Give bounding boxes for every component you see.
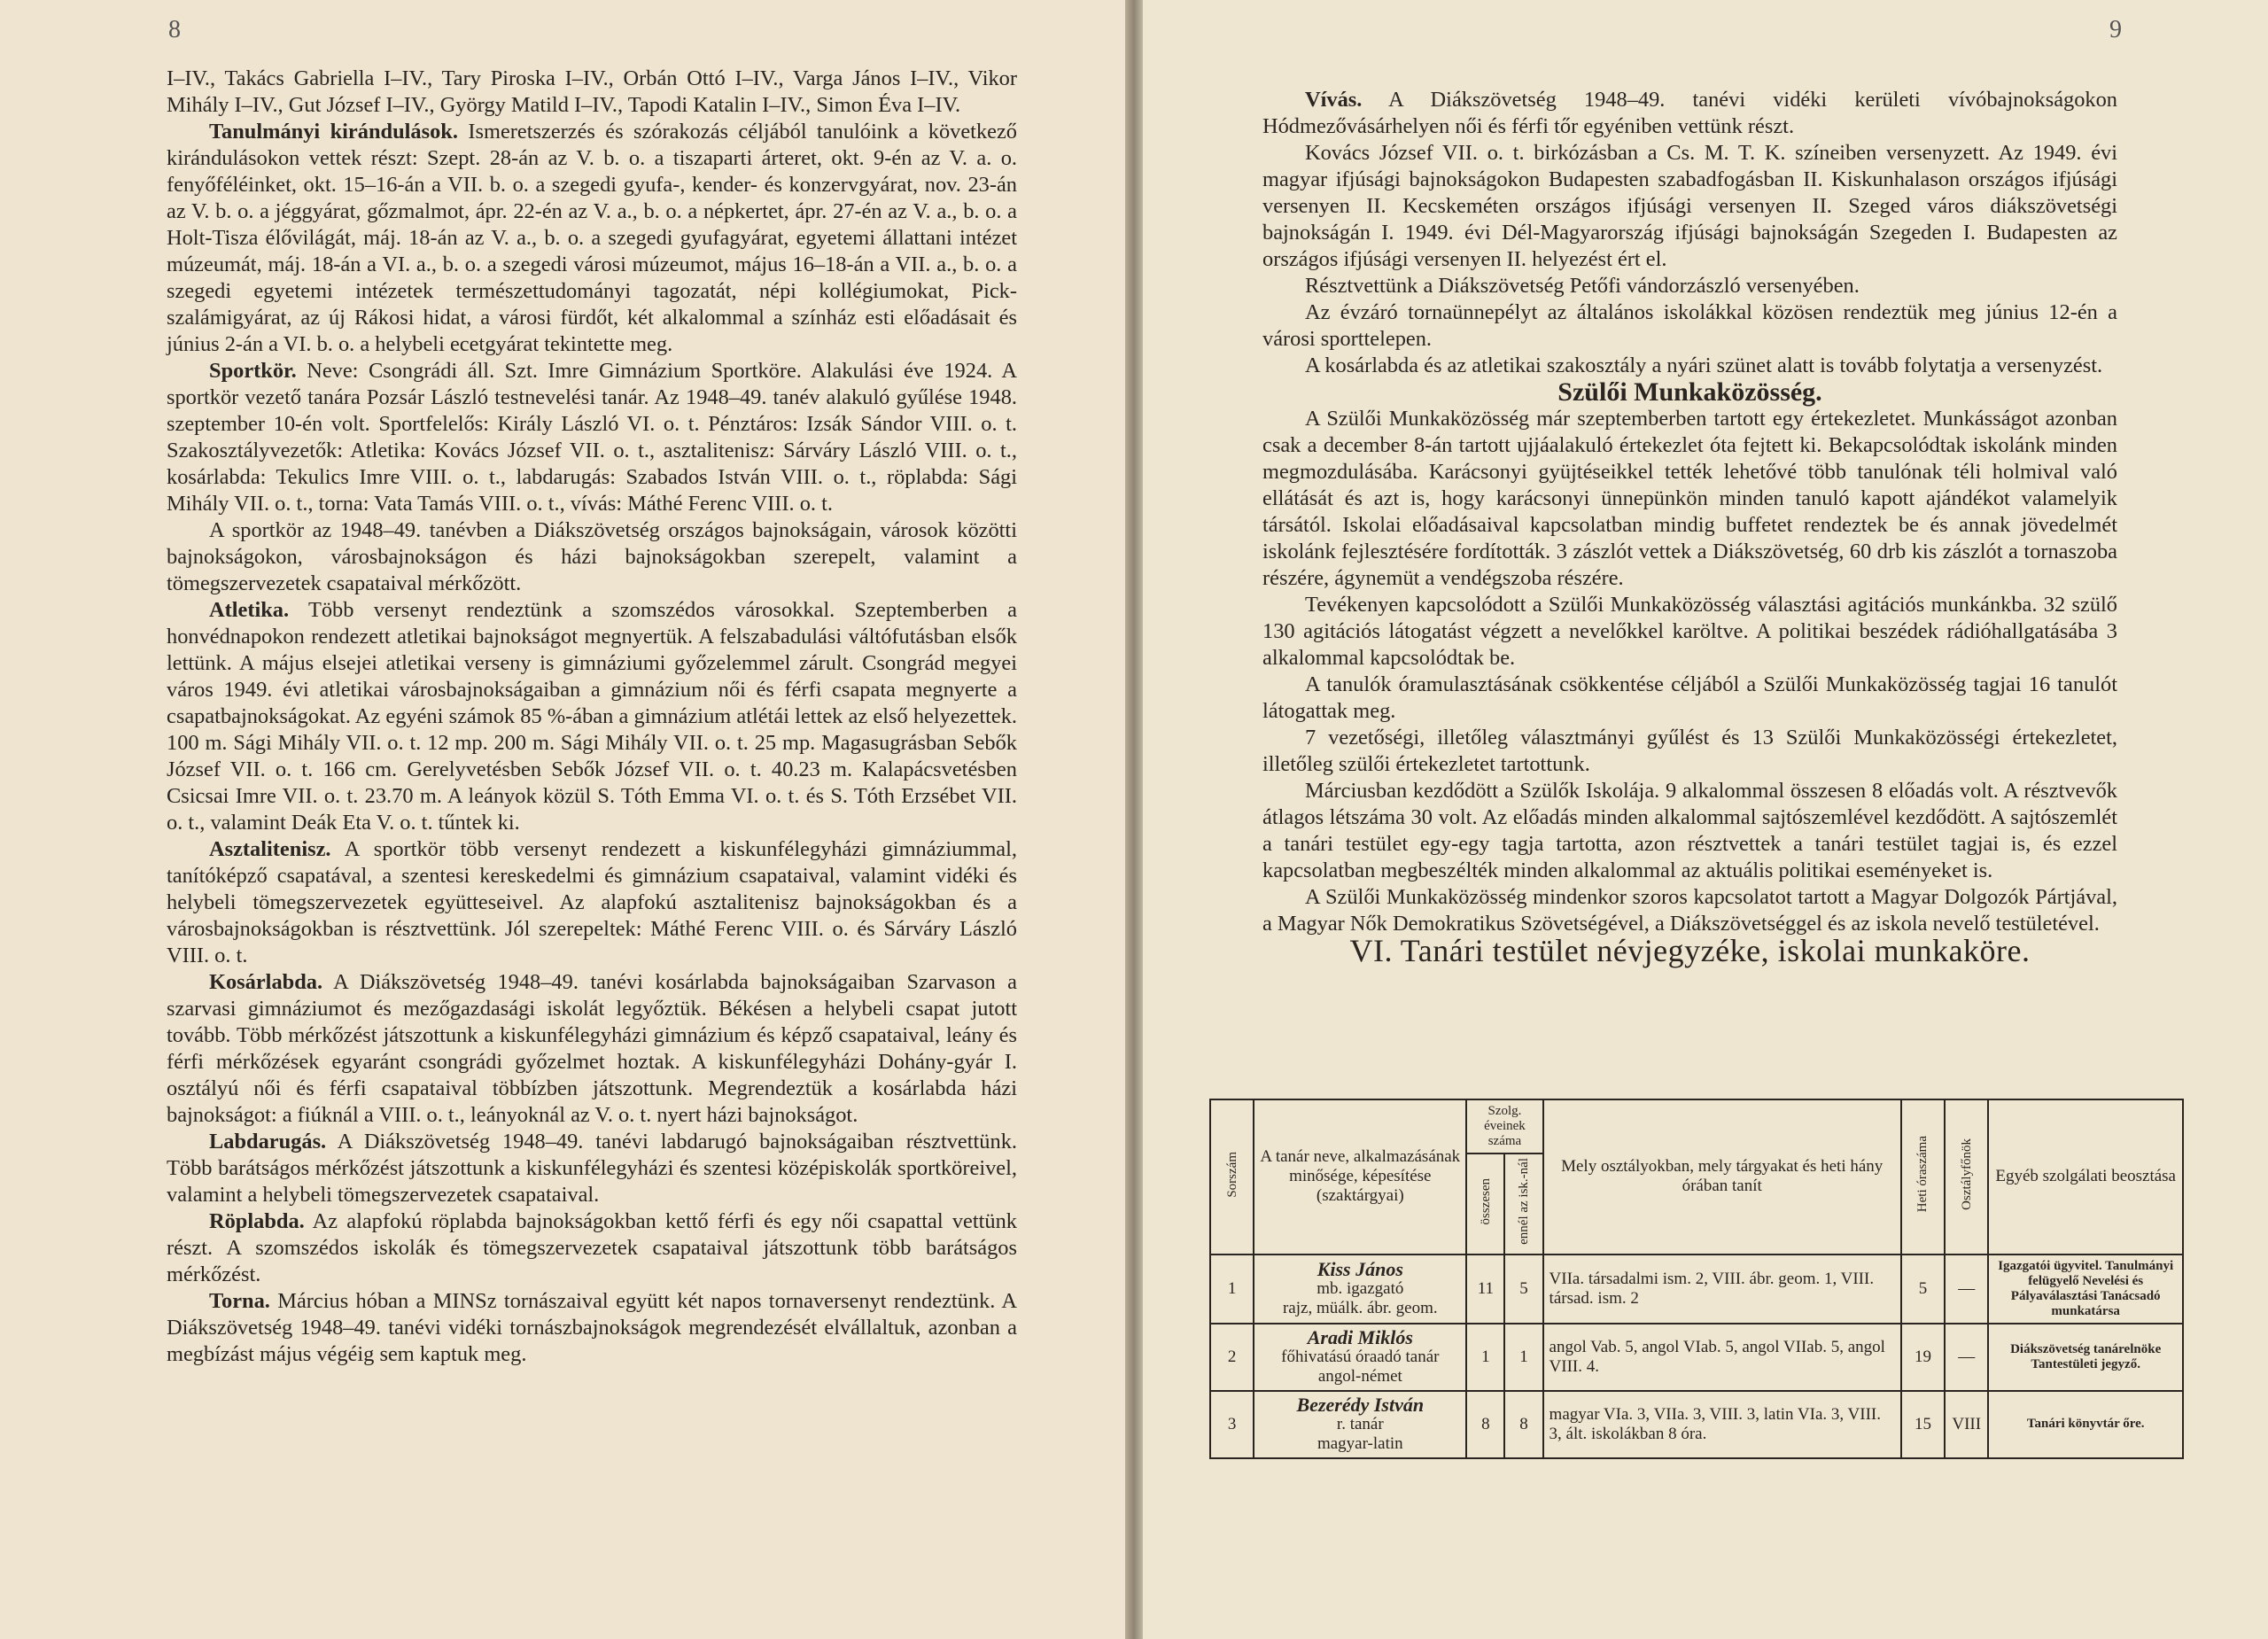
paragraph-text: Márciusban kezdődött a Szülők Iskolája. 9 alkalommal összesen 8 előadás volt. A résztvevők átlagos létszáma 30 volt. Az előadás minden alkalommal sajtószemlével kezdődött. A sajtószemlét a tanári testület egy-egy tagja tartotta, azon résztvettek a tanári testület tagjai is, és ezzel kapcsolatban megbeszélték minden alkalommal az aktuális politikai eseményeket is. — [1262, 779, 2117, 882]
cell-homeroom: VIII — [1945, 1391, 1988, 1458]
header-classes: Mely osztályokban, mely tárgyakat és heti hány órában tanít — [1543, 1099, 1901, 1254]
paragraph — [167, 358, 1017, 517]
cell-teacher — [1254, 1254, 1466, 1324]
cell-other-duties: Diákszövetség tanárelnöke Tantestületi jegyző. — [1988, 1324, 2183, 1391]
right-page-body — [1262, 87, 2117, 968]
staff-table — [1209, 1099, 2184, 1459]
paragraph — [1262, 592, 2117, 672]
teacher-role: r. tanár — [1336, 1414, 1384, 1433]
teacher-role: mb. igazgató — [1317, 1278, 1404, 1298]
paragraph-heading: Kosárlabda. — [209, 970, 323, 994]
table-row — [1210, 1324, 2183, 1391]
paragraph-text: A tanulók óramulasztásának csökkentése céljából a Szülői Munkaközösség tagjai 16 tanulót látogattak meg. — [1262, 672, 2117, 723]
cell-classes: VIIa. társadalmi ism. 2, VIII. ábr. geom. 1, VIII. társad. ism. 2 — [1543, 1254, 1901, 1324]
paragraph-heading: Torna. — [209, 1289, 270, 1313]
header-homeroom: Osztályfőnök — [1959, 1138, 1974, 1210]
paragraph — [1262, 273, 2117, 299]
paragraph-text: Kovács József VII. o. t. birkózásban a Cs. M. T. K. színeiben versenyzett. Az 1949. évi magyar ifjúsági bajnokságokon Budapesten szabadfogásban II. Kiskunhalason országos ifjúsági versenyen II. Kecskeméten országos ifjúsági versenyen II. Szeged város diákszövetségi bajnokságán I. 1949. évi Dél-Magyarország ifjúsági bajnokságán Szegeden I. Budapesten az országos ifjúsági versenyen II. helyezést ért el. — [1262, 141, 2117, 271]
paragraph-text: A sportkör az 1948–49. tanévben a Diákszövetség országos bajnokságain, városok közötti bajnokságokon, városbajnokságon és házi bajnokságokban szerepelt, valamint a tömegszervezetek csapataival mérkőzött. — [167, 518, 1017, 595]
cell-weekly-hours: 15 — [1901, 1391, 1945, 1458]
paragraph — [1262, 725, 2117, 778]
paragraph-text: A Diákszövetség 1948–49. tanévi labdarugó bajnokságaiban résztvettünk. Több barátságos mérkőzést játszottunk a kiskunfélegyházi és szentesi középiskolák sportköreivel, valamint a helybeli tömegszervezetek csapataival. — [167, 1130, 1017, 1207]
header-years-here: ennél az isk.-nál — [1517, 1158, 1531, 1245]
header-weekly-hours: Heti óraszáma — [1915, 1136, 1930, 1213]
table-header-row — [1210, 1099, 2183, 1154]
cell-other-duties: Igazgatói ügyvitel. Tanulmányi felügyelő Nevelési és Pályaválasztási Tanácsadó munkatársa — [1988, 1254, 2183, 1324]
paragraph-text: I–IV., Takács Gabriella I–IV., Tary Piroska I–IV., Orbán Ottó I–IV., Varga János I–IV., Vikor Mihály I–IV., Gut József I–IV., György Matild I–IV., Tapodi Katalin I–IV., Simon Éva I–IV. — [167, 66, 1017, 117]
teacher-name: Kiss János — [1317, 1257, 1403, 1280]
paragraph-heading: Röplabda. — [209, 1209, 305, 1233]
paragraph-text: Az évzáró tornaünnepélyt az általános iskolákkal közösen rendeztük meg június 12-én a városi sporttelepen. — [1262, 300, 2117, 351]
paragraph — [1262, 406, 2117, 592]
paragraph — [1262, 672, 2117, 725]
header-years-total: összesen — [1478, 1177, 1493, 1225]
cell-weekly-hours: 19 — [1901, 1324, 1945, 1391]
cell-classes: magyar VIa. 3, VIIa. 3, VIII. 3, latin VIa. 3, VIII. 3, ált. iskolákban 8 óra. — [1543, 1391, 1901, 1458]
paragraph — [167, 1208, 1017, 1288]
paragraph-heading: Vívás. — [1305, 88, 1363, 112]
cell-number: 1 — [1210, 1254, 1254, 1324]
paragraph — [167, 1288, 1017, 1368]
paragraph-text: Több versenyt rendeztünk a szomszédos városokkal. Szeptemberben a honvédnapokon rendezett atletikai bajnokságot megnyertük. A felszabadulási váltófutásban elsők lettünk. A május elsejei atletikai verseny is gimnáziumi győzelemmel zárult. Csongrád megyei város 1949. évi atletikai városbajnokságaiban a gimnázium női és férfi csapata megnyerte a csapatbajnokságokat. Az egyéni számok 85 %-ában a gimnázium atlétái lettek az első helyezettek. 100 m. Sági Mihály VII. o. t. 12 mp. 200 m. Sági Mihály VII. o. t. 25 mp. Magasugrásban Sebők József VII. o. t. 166 cm. Gerelyvetésben Sebők József VII. o. t. 40.23 m. Kalapácsvetésben Csicsai Imre VII. o. t. 23.70 m. A leányok közül S. Tóth Emma VI. o. t. és S. Tóth Erzsébet VII. o. t., valamint Deák Eta V. o. t. tűntek ki. — [167, 598, 1017, 835]
cell-classes: angol Vab. 5, angol VIab. 5, angol VIIab. 5, angol VIII. 4. — [1543, 1324, 1901, 1391]
paragraph-text: A Szülői Munkaközösség már szeptemberben tartott egy értekezletet. Munkásságot azonban csak a december 8-án tartott ujjáalakuló értekezlet óta fejtett ki. Bekapcsolódtak iskolánk minden megmozdulásába. Karácsonyi gyüjtéseikkel tették lehetővé több tanulónak téli holmival való ellátását és azt is, hogy karácsonyi ünnepünkön minden tanuló kapott ajándékot valamelyik társától. Iskolai előadásaival kapcsolatban mindig buffetet rendeztek be és annak jövedelmét iskolánk fejlesztésére fordították. 3 zászlót vettek a Diákszövetség, 60 drb kis zászlót a tornaszoba részére, ágynemüt a vendégszoba részére. — [1262, 407, 2117, 590]
paragraph-heading: Sportkör. — [209, 359, 297, 383]
paragraph-heading: Atletika. — [209, 598, 290, 622]
cell-homeroom: — — [1945, 1254, 1988, 1324]
association-section — [1262, 406, 2117, 937]
page-number: 9 — [2109, 16, 2122, 43]
paragraph-text: Ismeretszerzés és szórakozás céljából tanulóink a következő kirándulásokon vettek részt: Szept. 28-án az V. b. o. a tiszaparti árteret, okt. 9-én az V. a. o. fenyőféléinket, okt. 15–16-án a VII. b. o. a szegedi gyufa-, kender- és konzervgyárat, nov. 23-án az V. b. o. a jéggyárat, gőzmalmot, ápr. 22-én az V. a., b. o. a népkertet, ápr. 27-én az V. a., b. o. a Holt-Tisza élővilágát, máj. 18-án az V. a., b. o. a szegedi gyufagyárat, egyetemi állattani intézet múzeumát, máj. 18-án a VI. a., b. o. a szegedi városi múzeumot, május 16–18-án a VII. a., b. o. a szegedi egyetemi intézetek természettudományi tagozatát, népi kollégiumokat, Pick-szalámigyárat, az új Rákosi hidat, a városi fürdőt, két alkalommal a színház esti előadásait és június 2-án a VI. b. o. a helybeli ecetgyárat tekintette meg. — [167, 120, 1018, 356]
paragraph-text: Az alapfokú röplabda bajnokságokban kettő férfi és egy női csapattal vettünk részt. A szomszédos iskolák és tömegszervezetek csapataival játszottunk több barátságos mérkőzést. — [167, 1209, 1017, 1286]
cell-other-duties: Tanári könyvtár őre. — [1988, 1391, 2183, 1458]
paragraph-text: Résztvettünk a Diákszövetség Petőfi vándorzászló versenyében. — [1305, 274, 1860, 298]
paragraph — [1262, 140, 2117, 273]
cell-years-here: 8 — [1504, 1391, 1542, 1458]
cell-homeroom: — — [1945, 1324, 1988, 1391]
paragraph — [1262, 778, 2117, 884]
book-gutter — [1125, 0, 1143, 1639]
cell-years-total: 1 — [1466, 1324, 1504, 1391]
paragraph — [1262, 353, 2117, 379]
paragraph — [1262, 87, 2117, 140]
cell-years-here: 1 — [1504, 1324, 1542, 1391]
teacher-name: Bezerédy István — [1296, 1393, 1425, 1416]
paragraph — [1262, 884, 2117, 937]
page-number: 8 — [168, 16, 181, 43]
paragraph-text: 7 vezetőségi, illetőleg választmányi gyűlést és 13 Szülői Munkaközösségi értekezletet, illetőleg szülői értekezletet tartottunk. — [1262, 726, 2117, 776]
paragraph-text: A Diákszövetség 1948–49. tanévi vidéki kerületi vívóbajnokságokon Hódmezővásárhelyen női és férfi tőr egyéniben vettünk részt. — [1262, 88, 2117, 138]
cell-number: 2 — [1210, 1324, 1254, 1391]
paragraph — [167, 597, 1017, 836]
table-row — [1210, 1254, 2183, 1324]
teacher-qualification: angol-német — [1317, 1366, 1402, 1386]
teacher-name: Aradi Miklós — [1307, 1325, 1413, 1348]
right-page — [1143, 0, 2268, 1639]
section-title: VI. Tanári testület névjegyzéke, iskolai munkaköre. — [1349, 933, 2031, 968]
cell-teacher — [1254, 1324, 1466, 1391]
teacher-role: főhivatású óraadó tanár — [1281, 1347, 1440, 1366]
paragraph — [167, 119, 1017, 358]
cell-number: 3 — [1210, 1391, 1254, 1458]
header-sorszam: Sorszám — [1224, 1151, 1239, 1198]
paragraph-text: A Szülői Munkaközösség mindenkor szoros kapcsolatot tartott a Magyar Dolgozók Pártjával, a Magyar Nők Demokratikus Szövetségével, a Diákszövetséggel és az iskola nevelő testületével. — [1262, 885, 2117, 936]
sports-continuation — [1262, 87, 2117, 379]
paragraph — [167, 517, 1017, 597]
paragraph-text: A sportkör több versenyt rendezett a kiskunfélegyházi gimnáziummal, tanítóképző csapatával, a szentesi kereskedelmi és gimnázium csapataival, valamint vidéki és helybeli tömegszervezetek együtteseivel. Az alapfokú asztalitenisz bajnokságokban és a városbajnokságokban is résztvettünk. Jól szerepeltek: Máthé Ferenc VIII. o. és Sárváry László VIII. o. t. — [167, 837, 1017, 967]
paragraph — [167, 969, 1017, 1129]
cell-weekly-hours: 5 — [1901, 1254, 1945, 1324]
paragraph-heading: Asztalitenisz. — [209, 837, 331, 861]
paragraph-text: A kosárlabda és az atletikai szakosztály a nyári szünet alatt is tovább folytatja a versenyzést. — [1305, 353, 2103, 377]
header-teacher: A tanár neve, alkalmazásának minősége, képesítése (szaktárgyai) — [1254, 1099, 1466, 1254]
header-years: Szolg. éveinek száma — [1466, 1099, 1542, 1154]
left-page — [0, 0, 1125, 1639]
paragraph — [167, 66, 1017, 119]
teacher-qualification: rajz, müálk. ábr. geom. — [1282, 1298, 1438, 1317]
paragraph-text: A Diákszövetség 1948–49. tanévi kosárlabda bajnokságaiban Szarvason a szarvasi gimnáziumot és mezőgazdasági iskolát legyőztük. Békésen a helybeli csapat jutott tovább. Több mérkőzést játszottunk a kiskunfélegyházi gimnázium és képző csapataival, leány és férfi mérkőzések egyaránt csongrádi győzelmet hoztak. A kiskunfélegyházi Dohány-gyár I. osztályú női és férfi csapataival többízben játszottunk. Megrendeztük a kosárlabda házi bajnokságot: a fiúknál a VIII. o. t., leányoknál az V. o. t. nyert házi bajnokságot. — [167, 970, 1017, 1127]
cell-years-total: 11 — [1466, 1254, 1504, 1324]
paragraph — [167, 836, 1017, 969]
paragraph-heading: Labdarugás. — [209, 1130, 327, 1154]
teacher-qualification: magyar-latin — [1317, 1433, 1403, 1453]
paragraph-text: Neve: Csongrádi áll. Szt. Imre Gimnázium Sportköre. Alakulási éve 1924. A sportkör vezető tanára Pozsár László testnevelési tanár. Az 1948–49. tanév alakuló gyűlése 1948. szeptember 10-én volt. Sportfelelős: Király László VI. o. t. Pénztáros: Izsák Sándor VIII. o. t. Szakosztályvezetők: Atletika: Kovács József VII. o. t., asztalitenisz: Sárváry László VIII. o. t., kosárlabda: Tekulics Imre VIII. o. t., labdarugás: Szabados István VIII. o. t., röplabda: Sági Mihály VII. o. t., torna: Vata Tamás VIII. o. t., vívás: Máthé Ferenc VIII. o. t. — [167, 359, 1017, 516]
cell-teacher — [1254, 1391, 1466, 1458]
paragraph-heading: Tanulmányi kirándulások. — [209, 120, 458, 144]
association-heading: Szülői Munkaközösség. — [1557, 377, 1822, 407]
cell-years-total: 8 — [1466, 1391, 1504, 1458]
left-page-body — [167, 66, 1017, 1368]
table-row — [1210, 1391, 2183, 1458]
cell-years-here: 5 — [1504, 1254, 1542, 1324]
paragraph — [1262, 299, 2117, 353]
paragraph — [167, 1129, 1017, 1208]
paragraph-text: Tevékenyen kapcsolódott a Szülői Munkaközösség választási agitációs munkánkba. 32 szülő 130 agitációs látogatást végzett a nevelőkkel karöltve. A politikai beszédek rádióhallgatásába 3 alkalommal kapcsolódtak be. — [1262, 593, 2117, 670]
header-other: Egyéb szolgálati beosztása — [1988, 1099, 2183, 1254]
paragraph-text: Március hóban a MINSz tornászaival együtt két napos tornaversenyt rendeztünk. A Diákszövetség 1948–49. tanévi vidéki tornászbajnokságok megrendezését elvállaltuk, azonban a megbízást május végéig sem kaptuk meg. — [167, 1289, 1017, 1366]
